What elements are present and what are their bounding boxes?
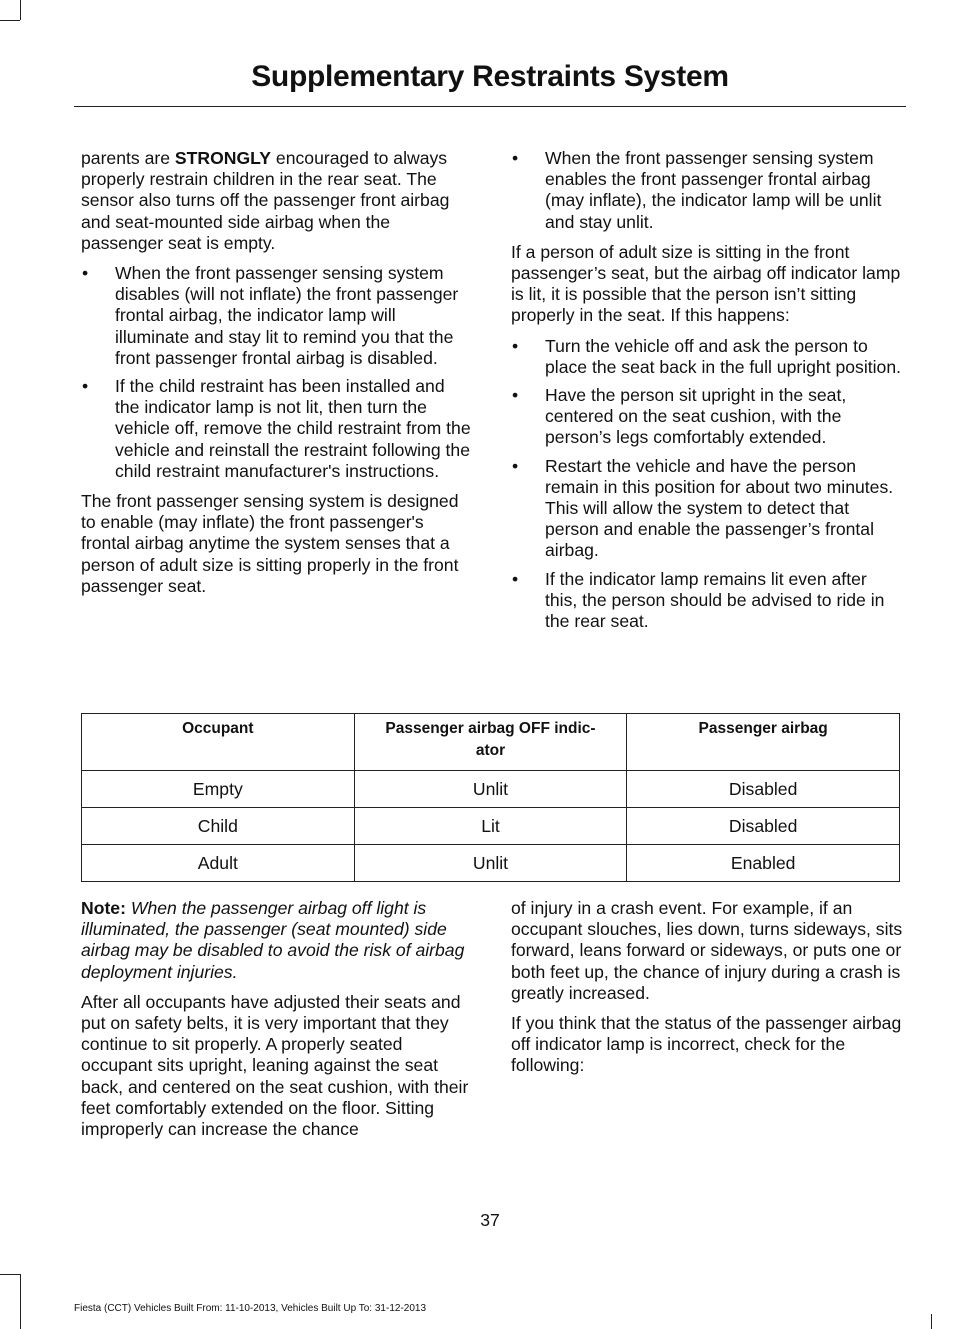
table-row <box>82 845 900 882</box>
check-paragraph: If you think that the status of the passenger airbag off indicator lamp is incorrect, check for the following: <box>511 1013 902 1076</box>
adult-size-paragraph: If a person of adult size is sitting in the front passenger’s seat, but the airbag off indicator lamp is lit, it is possible that the person isn’t sitting properly in the seat. If this happens: <box>511 241 901 326</box>
sensing-system-paragraph: The front passenger sensing system is designed to enable (may inflate) the front passenger's frontal airbag anytime the system senses that a person of adult size is sitting properly in the front passenger seat. <box>81 491 459 596</box>
column-header-airbag: Passenger airbag <box>627 714 900 771</box>
table-cell: Empty <box>82 771 355 808</box>
injury-paragraph: of injury in a crash event. For example, if an occupant slouches, lies down, turns sideways, sits forward, leans forward or sideways, or puts one or both feet up, the chance of injury during a crash is greatly increased. <box>511 898 903 1003</box>
bullet-icon: • <box>512 568 519 589</box>
table-cell: Disabled <box>627 808 900 845</box>
intro-paragraph: parents are STRONGLY encouraged to always properly restrain children in the rear seat. The sensor also turns off the passenger front airbag and seat-mounted side airbag when the passenger seat is empty. <box>81 148 450 253</box>
page-title: Supplementary Restraints System <box>251 60 729 93</box>
bullet-icon: • <box>82 376 89 397</box>
table-cell: Enabled <box>627 845 900 882</box>
table-cell: Unlit <box>354 771 627 808</box>
bullet-list <box>511 336 903 633</box>
crop-mark <box>0 1274 20 1275</box>
table-cell: Adult <box>82 845 355 882</box>
right-column-top <box>511 148 903 641</box>
column-header-indicator: Passenger airbag OFF indic- ator <box>354 714 627 771</box>
table-cell: Child <box>82 808 355 845</box>
note-label: Note: <box>81 898 126 918</box>
right-column-bottom <box>511 898 903 1086</box>
list-item: • Have the person sit upright in the seat, centered on the seat cushion, with the person’s legs comfortably extended. <box>512 385 847 448</box>
list-item: • Turn the vehicle off and ask the person to place the seat back in the full upright position. <box>512 335 902 377</box>
bullet-icon: • <box>512 335 519 356</box>
page-number: 37 <box>480 1210 500 1230</box>
crop-mark <box>0 20 20 21</box>
table-cell: Disabled <box>627 771 900 808</box>
bullet-list <box>81 263 473 482</box>
crop-mark <box>20 1274 21 1329</box>
column-header-occupant: Occupant <box>82 714 355 771</box>
table-row <box>82 771 900 808</box>
table-cell: Unlit <box>354 845 627 882</box>
title-divider <box>74 106 906 107</box>
note-text: When the passenger airbag off light is illuminated, the passenger (seat mounted) side airbag may be disabled to avoid the risk of airbag deployment injuries. <box>81 898 465 982</box>
table-cell: Lit <box>354 808 627 845</box>
emphasis-strongly: STRONGLY <box>174 148 272 168</box>
list-item: • When the front passenger sensing system disables (will not inflate) the front passenger frontal airbag, the indicator lamp will illuminate and stay lit to remind you that the front passenger frontal airbag is disabled. <box>82 263 459 368</box>
bullet-icon: • <box>512 148 519 168</box>
airbag-status-table <box>81 713 900 882</box>
table-row <box>82 808 900 845</box>
bullet-icon: • <box>512 455 519 476</box>
list-item: • Restart the vehicle and have the person remain in this position for about two minutes. This will allow the system to detect that person and enable the passenger’s frontal airbag. <box>512 455 894 561</box>
left-column-bottom <box>81 898 473 1149</box>
note-paragraph <box>81 898 473 983</box>
bullet-icon: • <box>512 385 519 406</box>
bullet-list <box>511 148 903 233</box>
left-column-top <box>81 148 473 606</box>
seating-paragraph: After all occupants have adjusted their seats and put on safety belts, it is very important that they continue to sit properly. A properly seated occupant sits upright, leaning against the seat back, and centered on the seat cushion, with their feet comfortably extended on the floor. Sitting improperly can increase the chance <box>81 991 469 1140</box>
list-item: • If the indicator lamp remains lit even after this, the person should be advised to ride in the rear seat. <box>512 568 885 632</box>
table-header-row <box>82 714 900 771</box>
crop-mark <box>931 1314 932 1329</box>
footer-text: Fiesta (CCT) Vehicles Built From: 11-10-2013, Vehicles Built Up To: 31-12-2013 <box>74 1303 427 1314</box>
crop-mark <box>20 0 21 20</box>
list-item: • When the front passenger sensing system enables the front passenger frontal airbag (may inflate), the indicator lamp will be unlit and stay unlit. <box>512 148 882 232</box>
list-item: • If the child restraint has been installed and the indicator lamp is not lit, then turn the vehicle off, remove the child restraint from the vehicle and reinstall the restraint following the child restraint manufacturer's instructions. <box>82 376 471 481</box>
bullet-icon: • <box>82 263 89 284</box>
